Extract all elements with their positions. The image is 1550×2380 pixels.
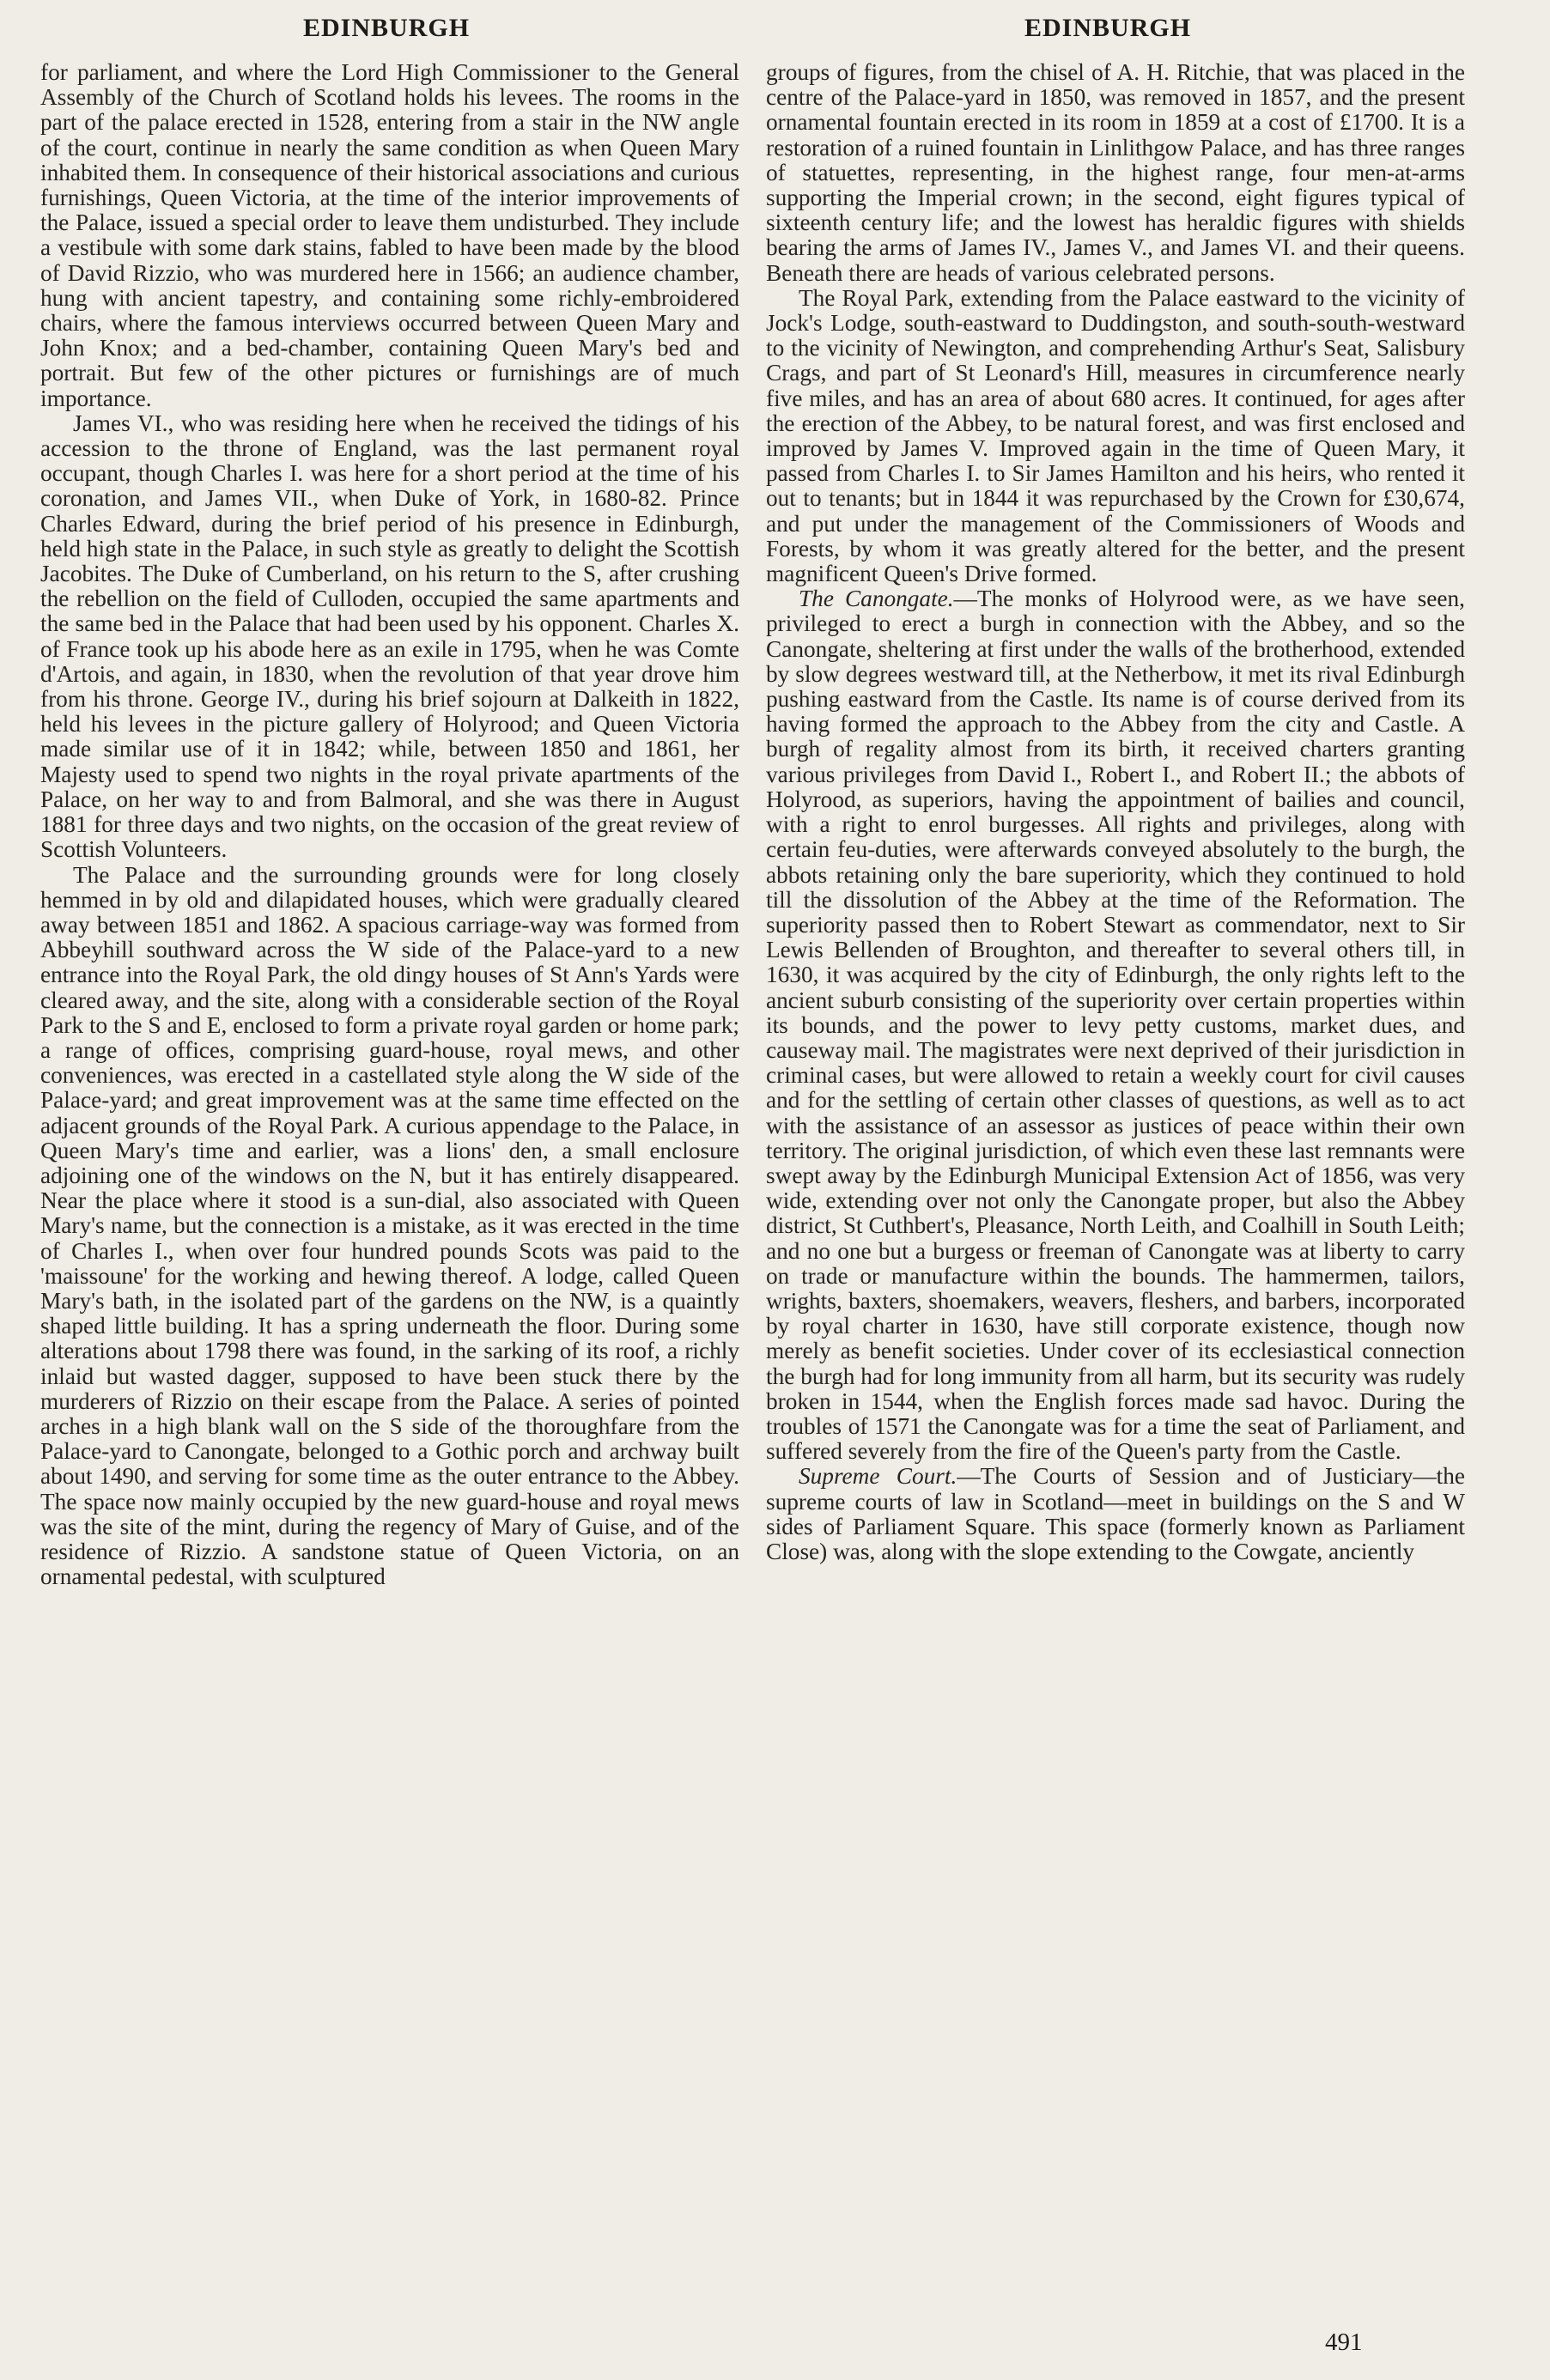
left-paragraph-3: The Palace and the surrounding grounds were for long closely hemmed in by old and dilapidated houses, which were gradually cleared away between 1851 and 1862. A spacious carriage-way was formed from Abbeyhill southward across the W side of the Palace-yard to a new entrance into the Royal Park, the old dingy houses of St Ann's Yards were cleared away, and the site, along with a considerable section of the Royal Park to the S and E, enclosed to form a private royal garden or home park; a range of offices, comprising guard-house, royal mews, and other conveniences, was erected in a castellated style along the W side of the Palace-yard; and great improvement was at the same time effected on the adjacent grounds of the Royal Park. A curious appendage to the Palace, in Queen Mary's time and earlier, was a lions' den, a small enclosure adjoining one of the windows on the N, but it has entirely disappeared. Near the place where it stood is a sun-dial, also associated with Queen Mary's name, but the connection is a mistake, as it was erected in the time of Charles I., when over four hundred pounds Scots was paid to the 'maissoune' for the working and hewing thereof. A lodge, called Queen Mary's bath, in the isolated part of the gardens on the NW, is a quaintly shaped little building. It has a spring underneath the floor. During some alterations about 1798 there was found, in the sarking of its roof, a richly inlaid but wasted dagger, supposed to have been stuck there by the murderers of Rizzio on their escape from the Palace. A series of pointed arches in a high blank wall on the S side of the thoroughfare from the Palace-yard to Canongate, belonged to a Gothic porch and archway built about 1490, and serving for some time as the outer entrance to the Abbey. The space now mainly occupied by the new guard-house and royal mews was the site of the mint, during the regency of Mary of Guise, and of the residence of Rizzio. A sandstone statue of Queen Victoria, on an ornamental pedestal, with sculptured — [40, 861, 739, 1590]
canongate-text: —The monks of Holyrood were, as we have seen, privileged to erect a burgh in connection with the Abbey, and so the Canongate, sheltering at first under the walls of the brotherhood, extended by slow degrees westward till, at the Netherbow, it met its rival Edinburgh pushing eastward from the Castle. Its name is of course derived from its having formed the approach to the Abbey from the city and Castle. A burgh of regality almost from its birth, it received charters granting various privileges from David I., Robert I., and Robert II.; the abbots of Holyrood, as superiors, having the appointment of bailies and council, with a right to enrol burgesses. All rights and privileges, along with certain feu-duties, were afterwards conveyed absolutely to the burgh, the abbots retaining only the bare superiority, which they continued to hold till the dissolution of the Abbey at the time of the Reformation. The superiority passed then to Robert Stewart as commendator, next to Sir Lewis Bellenden of Broughton, and thereafter to several others till, in 1630, it was acquired by the city of Edinburgh, the only rights left to the ancient suburb consisting of the superiority over certain properties within its bounds, and the power to levy petty customs, market dues, and causeway mail. The magistrates were next deprived of their jurisdiction in criminal cases, but were allowed to retain a weekly court for civil causes and for the settling of certain other classes of questions, as well as to act with the assistance of an assessor as justices of peace within their own territory. The original jurisdiction, of which even these last remnants were swept away by the Edinburgh Municipal Extension Act of 1856, was very wide, extending over not only the Canongate proper, but also the Abbey district, St Cuthbert's, Pleasance, North Leith, and Coalhill in South Leith; and no one but a burgess or freeman of Canongate was at liberty to carry on trade or manufacture within the bounds. The hammermen, tailors, wrights, baxters, shoemakers, weavers, fleshers, and barbers, incorporated by royal charter in 1630, have still corporate existence, though now merely as benefit societies. Under cover of its ecclesiastical connection the burgh had for long immunity from all harm, but its security was rudely broken in 1544, when the English forces made sad havoc. During the troubles of 1571 the Canongate was for a time the seat of Parliament, and suffered severely from the fire of the Queen's party from the Castle. — [766, 586, 1465, 1465]
right-paragraph-4 — [766, 1464, 1465, 1564]
right-paragraph-3 — [766, 586, 1465, 1464]
supreme-court-text: —The Courts of Session and of Justiciary—the supreme courts of law in Scotland—meet in buildings on the S and W sides of Parliament Square. This space (formerly known as Parliament Close) was, along with the slope extending to the Cowgate, anciently — [766, 1463, 1466, 1564]
supreme-court-heading: Supreme Court. — [799, 1463, 957, 1490]
page-number: 491 — [1325, 2328, 1363, 2356]
right-paragraph-2: The Royal Park, extending from the Palace eastward to the vicinity of Jock's Lodge, south-eastward to Duddingston, and south-south-westward to the vicinity of Newington, and comprehending Arthur's Seat, Salisbury Crags, and part of St Leonard's Hill, measures in circumference nearly five miles, and has an area of about 680 acres. It continued, for ages after the erection of the Abbey, to be natural forest, and was first enclosed and improved by James V. Improved again in the time of Queen Mary, it passed from Charles I. to Sir James Hamilton and his heirs, who rented it out to tenants; but in 1844 it was repurchased by the Crown for £30,674, and put under the management of the Commissioners of Woods and Forests, by whom it was greatly altered for the better, and the present magnificent Queen's Drive formed. — [766, 284, 1465, 587]
running-head-left: EDINBURGH — [303, 14, 471, 42]
running-head-right: EDINBURGH — [1024, 14, 1192, 42]
left-column — [40, 60, 739, 1589]
right-column — [766, 60, 1465, 1564]
left-paragraph-2: James VI., who was residing here when he received the tidings of his accession to the throne of England, was the last permanent royal occupant, though Charles I. was here for a short period at the time of his coronation, and James VII., when Duke of York, in 1680-82. Prince Charles Edward, during the brief period of his presence in Edinburgh, held high state in the Palace, in such style as greatly to delight the Scottish Jacobites. The Duke of Cumberland, on his return to the S, after crushing the rebellion on the field of Culloden, occupied the same apartments and the same bed in the Palace that had been used by his opponent. Charles X. of France took up his abode here as an exile in 1795, when he was Comte d'Artois, and again, in 1830, when the revolution of that year drove him from his throne. George IV., during his brief sojourn at Dalkeith in 1822, held his levees in the picture gallery of Holyrood; and Queen Victoria made similar use of it in 1842; while, between 1850 and 1861, her Majesty used to spend two nights in the royal private apartments of the Palace, on her way to and from Balmoral, and she was there in August 1881 for three days and two nights, on the occasion of the great review of Scottish Volunteers. — [40, 410, 739, 863]
canongate-heading: The Canongate. — [799, 586, 954, 612]
left-paragraph-1: for parliament, and where the Lord High Commissioner to the General Assembly of the Church of Scotland holds his levees. The rooms in the part of the palace erected in 1528, entering from a stair in the NW angle of the court, continue in nearly the same condition as when Queen Mary inhabited them. In consequence of their historical associations and curious furnishings, Queen Victoria, at the time of the interior improvements of the Palace, issued a special order to leave them undisturbed. They include a vestibule with some dark stains, fabled to have been made by the blood of David Rizzio, who was murdered here in 1566; an audience chamber, hung with ancient tapestry, and containing some richly-embroidered chairs, where the famous interviews occurred between Queen Mary and John Knox; and a bed-chamber, containing Queen Mary's bed and portrait. But few of the other pictures or furnishings are of much importance. — [40, 59, 739, 411]
right-paragraph-1: groups of figures, from the chisel of A. H. Ritchie, that was placed in the centre of the Palace-yard in 1850, was removed in 1857, and the present ornamental fountain erected in its room in 1859 at a cost of £1700. It is a restoration of a ruined fountain in Linlithgow Palace, and has three ranges of statuettes, representing, in the highest range, four men-at-arms supporting the Imperial crown; in the second, eight figures typical of sixteenth century life; and the lowest has heraldic figures with shields bearing the arms of James IV., James V., and James VI. and their queens. Beneath there are heads of various celebrated persons. — [766, 59, 1465, 286]
